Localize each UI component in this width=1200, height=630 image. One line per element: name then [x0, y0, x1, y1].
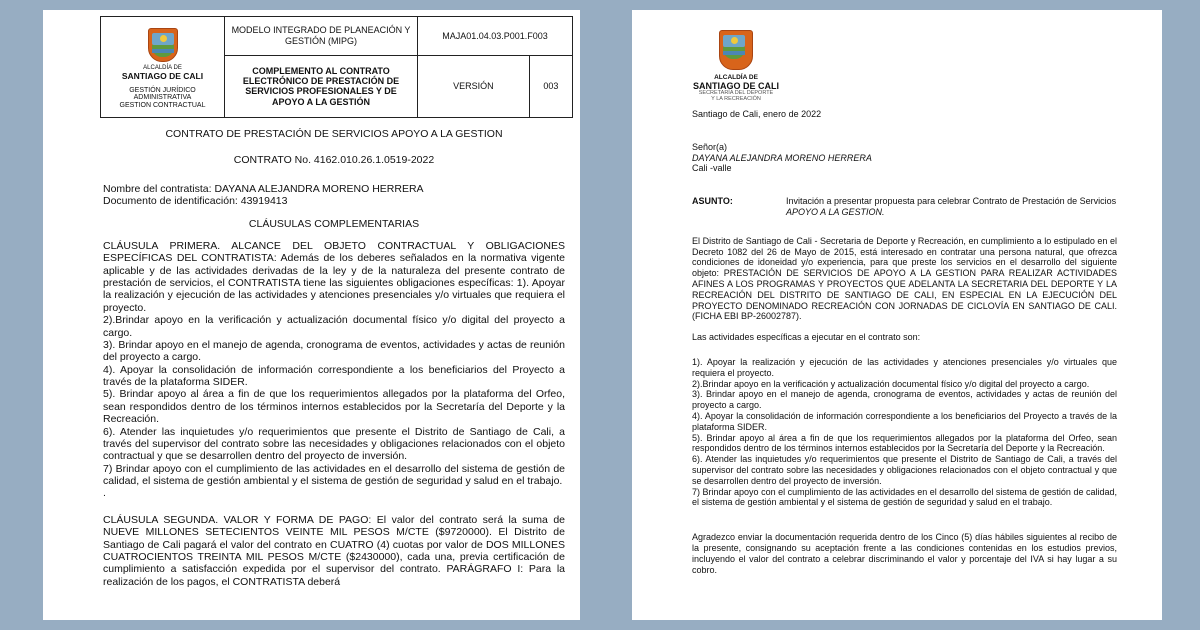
clauses-title: CLÁUSULAS COMPLEMENTARIAS: [248, 217, 420, 230]
muni-name: ALCALDÍA DE: [714, 74, 758, 81]
dot-separator: .: [103, 487, 106, 500]
subject-label: ASUNTO:: [692, 196, 733, 207]
contract-number: CONTRATO No. 4162.010.26.1.0519-2022: [233, 154, 435, 167]
letter-date: Santiago de Cali, enero de 2022: [692, 109, 822, 119]
muni-city: SANTIAGO DE CALI: [121, 71, 204, 82]
obligation-item: 4). Apoyar la consolidación de información correspondiente a los beneficiarios del Proyecto a través de la plataforma SIDER.: [103, 363, 565, 388]
letter-closing: Agradezco enviar la documentación requerida dentro de los Cinco (5) días hábiles siguientes al recibo de la presente, consignando su aceptación frente a las condiciones contenidas en los estudios previos, incluyendo el valor del contrato a celebrar discriminando el valor y porcentaje del IVA si hay lugar a su cobro.: [692, 532, 1117, 575]
cali-coat-of-arms-icon: [719, 30, 753, 70]
activities-intro: Las actividades específicas a ejecutar en el contrato son:: [692, 332, 921, 343]
activity-item: 5). Brindar apoyo al área a fin de que los requerimientos allegados por la plataforma del Orfeo, sean respondidos dentro de los términos internos establecidos por la Secretaría del Deporte y la Recreación.: [692, 432, 1117, 454]
activity-item: 6). Atender las inquietudes y/o requerimientos que presente el Distrito de Santiago de Cali, a través del supervisor del contrato sobre las necesidades y obligaciones relacionados con el objeto contractual y que se desarrollen dentro del proyecto de inversión.: [692, 454, 1117, 486]
letter-body: [692, 109, 1117, 575]
contractor-id-line: Documento de identificación: 43919413: [103, 195, 288, 208]
clause-first: CLÁUSULA PRIMERA. ALCANCE DEL OBJETO CONTRACTUAL Y OBLIGACIONES ESPECÍFICAS DEL CONTRATISTA: Además de los deberes señalados en la normativa vigente aplicable y de las actividades derivadas de la ley y de la naturaleza del presente contrato de prestación de servicios, el CONTRATISTA tiene las siguientes obligaciones específicas: 1). Apoyar la realización y ejecución de las actividades y atenciones presenciales y/o virtuales que requiera el proyecto.: [103, 239, 565, 314]
cali-coat-of-arms-icon: [148, 28, 178, 62]
document-code: MAJA01.04.03.P001.F003: [418, 17, 573, 56]
clause-second: CLÁUSULA SEGUNDA. VALOR Y FORMA DE PAGO: El valor del contrato será la suma de NUEVE MILLONES SETECIENTOS VEINTE MIL PESOS M/CTE ($9720000). El Distrito de Santiago de Cali pagará el valor del contrato en CUATRO (4) cuotas por valor de DOS MILLONES CUATROCIENTOS TREINTA MIL PESOS M/CTE ($2430000), cada una, previa certificación de cumplimiento a satisfacción expedida por el supervisor del contrato. PARÁGRAFO I: Para la realización de los pagos, el CONTRATISTA deberá: [103, 513, 565, 588]
unit-name: GESTIÓN JURÍDICO ADMINISTRATIVA GESTION CONTRACTUAL: [119, 86, 206, 110]
muni-name: ALCALDÍA DE: [143, 65, 182, 72]
obligation-item: 3). Brindar apoyo en el manejo de agenda, cronograma de eventos, actividades y actas de reunión del proyecto a cargo.: [103, 338, 565, 364]
obligation-item: 7) Brindar apoyo con el cumplimiento de las actividades en el desarrollo del sistema de gestión de calidad, el sistema de gestión ambiental y el sistema de gestión de seguridad y salud en el trabajo.: [103, 462, 565, 487]
activity-item: 1). Apoyar la realización y ejecución de las actividades y atenciones presenciales y/o virtuales que requiera el proyecto.: [692, 356, 1117, 378]
secretariat-line: SECRETARÍA DEL DEPORTE: [698, 90, 774, 96]
salutation: Señor(a): [692, 141, 728, 152]
activity-item: 7) Brindar apoyo con el cumplimiento de las actividades en el desarrollo del sistema de gestión de calidad, el sistema de gestión ambiental y el sistema de gestión de seguridad y salud en el trabajo.: [692, 486, 1117, 508]
document-title: COMPLEMENTO AL CONTRATO ELECTRÓNICO DE PRESTACIÓN DE SERVICIOS PROFESIONALES Y DE APOYO A LA GESTIÓN: [225, 55, 418, 117]
muni-city: SANTIAGO DE CALI: [692, 81, 779, 91]
activity-item: 2).Brindar apoyo en la verificación y actualización documental físico y/o digital del proyecto a cargo.: [692, 378, 1090, 389]
letterhead-logo: [690, 30, 782, 103]
contract-heading: CONTRATO DE PRESTACIÓN DE SERVICIOS APOYO A LA GESTION: [165, 128, 503, 140]
recipient-city: Cali -valle: [692, 163, 732, 174]
recipient-name: DAYANA ALEJANDRA MORENO HERRERA: [692, 152, 872, 163]
letter-intro: El Distrito de Santiago de Cali - Secretaria de Deporte y Recreación, en cumplimiento a lo estipulado en el Decreto 1082 del 26 de Mayo de 2015, está interesado en contratar una persona natural, que ofrezca condiciones de idoneidad y/o experiencia, para que preste los servicios en el desarrollo del siguiente objeto: PRESTACIÓN DE SERVICIOS DE APOYO A LA GESTION PARA REALIZAR ACTIVIDADES AFINES A LOS PROGRAMAS Y PROYECTOS QUE ADELANTA LA SECRETARIA DEL DEPORTE Y LA RECREACIÓN DEL DISTRITO DE SANTIAGO DE CALI, EN ESPECIAL EN LA EJECUCIÓN DEL PROYECTO DENOMINADO RECREACIÓN CON JORNADAS DE CICLOVÍA EN SANTIAGO DE CALI. (FICHA EBI BP-26002787).: [692, 235, 1117, 322]
invitation-letter-page: [632, 10, 1162, 620]
contractor-name-line: Nombre del contratista: DAYANA ALEJANDRA MORENO HERRERA: [103, 182, 424, 195]
activity-item: 3). Brindar apoyo en el manejo de agenda, cronograma de eventos, actividades y actas de reunión del proyecto a cargo.: [692, 389, 1117, 411]
obligation-item: 5). Brindar apoyo al área a fin de que los requerimientos allegados por la plataforma del Orfeo, sean respondidos dentro de los términos internos establecidos por la Secretaría del Deporte y la Recreación.: [103, 388, 565, 426]
mipg-label: MODELO INTEGRADO DE PLANEACIÓN Y GESTIÓN (MIPG): [225, 17, 418, 56]
version-value: 003: [529, 55, 572, 117]
contract-page: [43, 10, 580, 620]
obligation-item: 2).Brindar apoyo en la verificación y actualización documental físico y/o digital del proyecto a cargo.: [103, 314, 565, 339]
subject-block: [692, 196, 1117, 218]
document-header: [100, 16, 573, 118]
obligation-item: 6). Atender las inquietudes y/o requerimientos que presente el Distrito de Santiago de Cali, a través del supervisor del contrato sobre las necesidades y obligaciones relacionados con el objeto contractual y que se desarrollen dentro del proyecto de inversión.: [103, 425, 565, 463]
header-logo-cell: [101, 17, 225, 118]
subject-text: Invitación a presentar propuesta para celebrar Contrato de Prestación de Servicios APOYO A LA GESTION.: [786, 196, 1117, 217]
secretariat-line: Y LA RECREACIÓN: [711, 95, 761, 102]
activity-item: 4). Apoyar la consolidación de información correspondiente a los beneficiarios del Proyecto a través de la plataforma SIDER.: [692, 410, 1117, 432]
contract-body: [103, 128, 565, 588]
version-label: VERSIÓN: [418, 55, 530, 117]
